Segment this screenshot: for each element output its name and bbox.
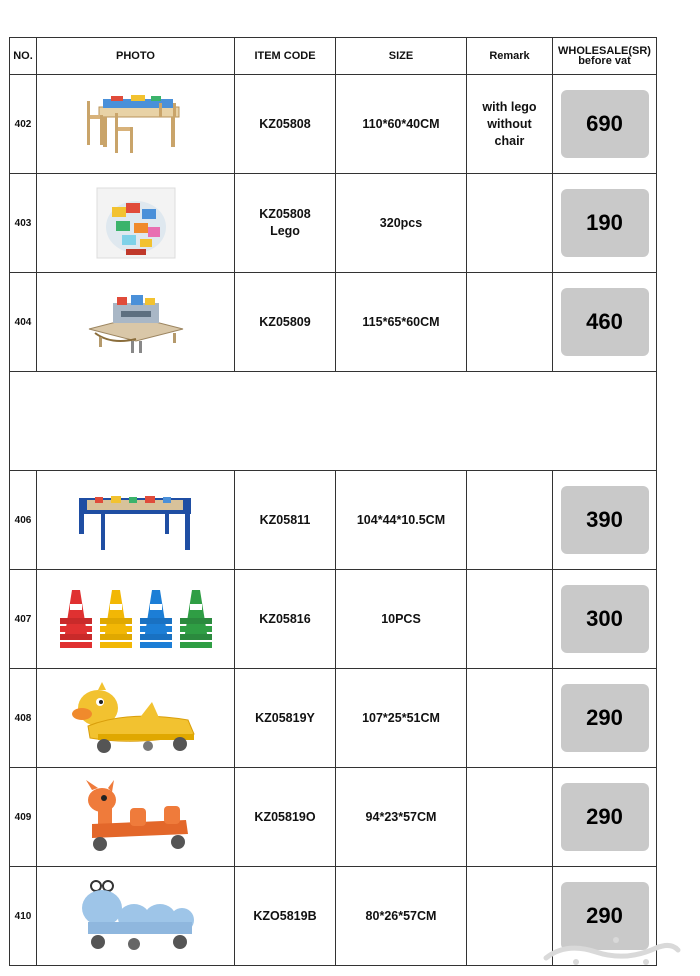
- blue-play-table-icon: [73, 488, 199, 552]
- price-cell: [553, 570, 657, 669]
- item-code-cell: [235, 867, 336, 966]
- header-wholesale-line1: WHOLESALE(SR): [558, 45, 651, 57]
- price-cell: [553, 768, 657, 867]
- remark-cell: [467, 570, 553, 669]
- price-cell: [553, 471, 657, 570]
- photo-cell: [37, 273, 235, 372]
- size-cell: 10PCS: [336, 570, 467, 669]
- price-badge: 460: [561, 288, 649, 356]
- item-code: KZ05811: [259, 512, 311, 527]
- orange-deer-ride-icon: [78, 780, 194, 854]
- photo-cell: [37, 768, 235, 867]
- header-photo: PHOTO: [37, 38, 235, 75]
- blue-caterpillar-ride-icon: [76, 878, 196, 954]
- row-number: 406: [10, 471, 37, 570]
- item-code-cell: [235, 273, 336, 372]
- remark-line: chair: [494, 133, 525, 148]
- header-item-code: ITEM CODE: [235, 38, 336, 75]
- row-number: 403: [10, 174, 37, 273]
- price-badge: 390: [561, 486, 649, 554]
- header-remark: Remark: [467, 38, 553, 75]
- header-row: [10, 38, 657, 75]
- yellow-duck-ride-icon: [68, 680, 204, 756]
- size-cell: 104*44*10.5CM: [336, 471, 467, 570]
- photo-cell: [37, 75, 235, 174]
- price-cell: [553, 174, 657, 273]
- remark-cell: [467, 768, 553, 867]
- table-row: [10, 471, 657, 570]
- remark-line: with lego: [482, 99, 537, 114]
- item-code-cell: [235, 471, 336, 570]
- remark-cell: [467, 174, 553, 273]
- size-cell: 80*26*57CM: [336, 867, 467, 966]
- price-badge: 290: [561, 783, 649, 851]
- remark-cell: [467, 471, 553, 570]
- size-cell: 94*23*57CM: [336, 768, 467, 867]
- row-number: 404: [10, 273, 37, 372]
- row-number: 402: [10, 75, 37, 174]
- size-cell: 115*65*60CM: [336, 273, 467, 372]
- remark-cell: [467, 669, 553, 768]
- item-code-cell: [235, 669, 336, 768]
- item-code: KZ05809: [259, 314, 311, 329]
- size-cell: 110*60*40CM: [336, 75, 467, 174]
- item-code: KZ05819Y: [255, 710, 315, 725]
- table-row: [10, 273, 657, 372]
- header-no: NO.: [10, 38, 37, 75]
- blank-row: [10, 372, 657, 471]
- price-badge: 690: [561, 90, 649, 158]
- header-wholesale: [553, 38, 657, 75]
- item-code-cell: [235, 570, 336, 669]
- photo-cell: [37, 174, 235, 273]
- item-code: Lego: [270, 224, 300, 238]
- size-cell: 107*25*51CM: [336, 669, 467, 768]
- price-cell: [553, 669, 657, 768]
- row-number: 409: [10, 768, 37, 867]
- price-cell: [553, 273, 657, 372]
- price-badge: 290: [561, 882, 649, 950]
- price-list-table: [9, 37, 657, 966]
- table-row: [10, 669, 657, 768]
- table-row: [10, 768, 657, 867]
- price-badge: 290: [561, 684, 649, 752]
- item-code-cell: [235, 75, 336, 174]
- traffic-cones-icon: [58, 586, 214, 652]
- train-table-icon: [81, 289, 191, 355]
- site-logo-watermark-icon: [536, 934, 686, 968]
- item-code: KZ05808: [259, 207, 311, 221]
- size-cell: 320pcs: [336, 174, 467, 273]
- photo-cell: [37, 471, 235, 570]
- table-row: [10, 570, 657, 669]
- item-code: KZO5819B: [253, 908, 317, 923]
- remark-cell: [467, 273, 553, 372]
- price-badge: 190: [561, 189, 649, 257]
- table-row: [10, 75, 657, 174]
- remark-cell: [467, 75, 553, 174]
- row-number: 408: [10, 669, 37, 768]
- kids-table-chairs-icon: [81, 89, 191, 159]
- item-code-cell: [235, 174, 336, 273]
- header-wholesale-line2: before vat: [578, 55, 631, 67]
- item-code: KZ05816: [259, 611, 311, 626]
- photo-cell: [37, 669, 235, 768]
- price-cell: [553, 75, 657, 174]
- item-code: KZ05819O: [254, 809, 316, 824]
- row-number: 410: [10, 867, 37, 966]
- lego-bag-icon: [96, 187, 176, 259]
- header-size: SIZE: [336, 38, 467, 75]
- item-code-cell: [235, 768, 336, 867]
- price-badge: 300: [561, 585, 649, 653]
- remark-line: without: [487, 116, 532, 131]
- item-code: KZ05808: [259, 116, 311, 131]
- blank-cell: [10, 372, 657, 471]
- table-row: [10, 174, 657, 273]
- photo-cell: [37, 570, 235, 669]
- row-number: 407: [10, 570, 37, 669]
- photo-cell: [37, 867, 235, 966]
